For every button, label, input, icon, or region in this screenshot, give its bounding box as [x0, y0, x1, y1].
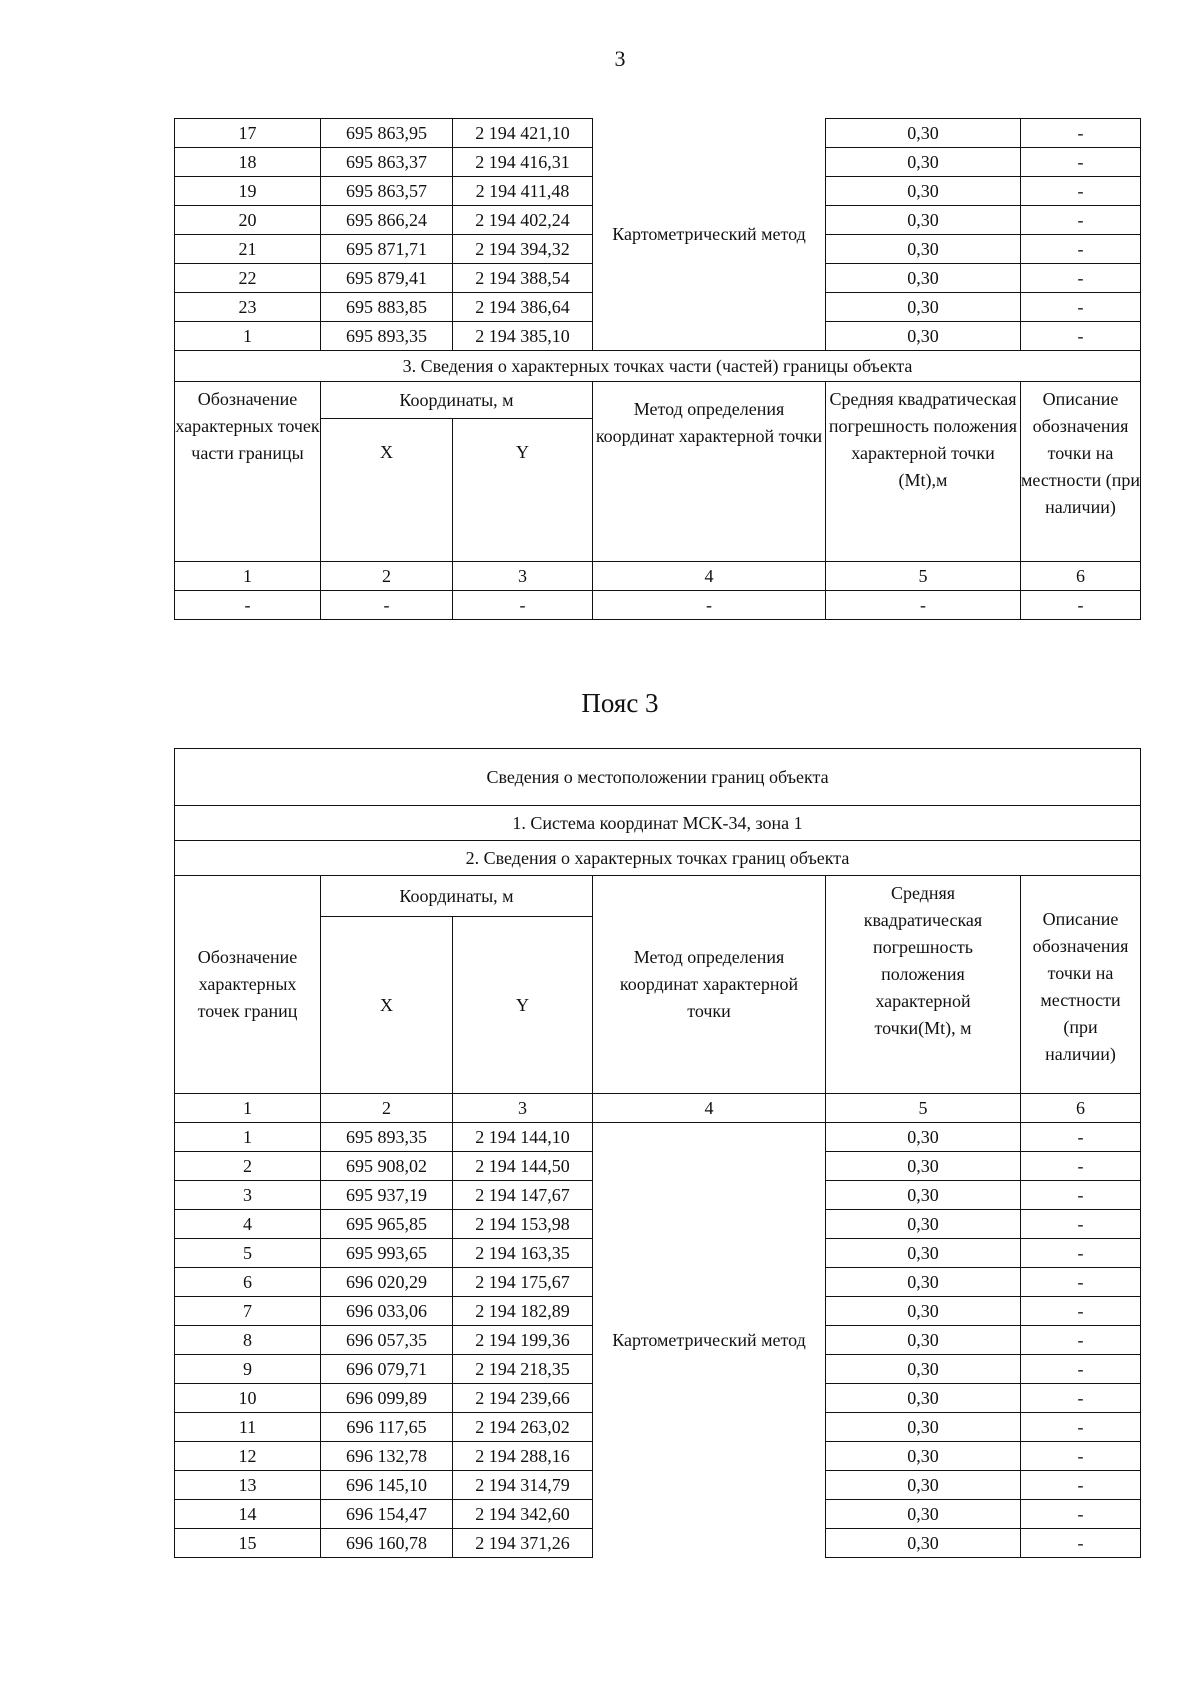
accuracy-mt: 0,30	[826, 1210, 1021, 1239]
coord-x: 696 160,78	[321, 1529, 453, 1558]
header-mt: Средняя квадратическая погрешность положения характерной точки (Mt),м	[826, 382, 1021, 562]
point-description: -	[1021, 1210, 1141, 1239]
accuracy-mt: 0,30	[826, 235, 1021, 264]
point-number: 4	[175, 1210, 321, 1239]
coordinate-system: 1. Система координат МСК-34, зона 1	[175, 806, 1141, 841]
point-description: -	[1021, 1268, 1141, 1297]
coord-y: 2 194 175,67	[453, 1268, 593, 1297]
point-description: -	[1021, 148, 1141, 177]
point-number: 17	[175, 119, 321, 148]
coord-x: 695 908,02	[321, 1152, 453, 1181]
coord-x: 695 883,85	[321, 293, 453, 322]
point-number: 10	[175, 1384, 321, 1413]
point-number: 13	[175, 1471, 321, 1500]
column-number: 3	[453, 562, 593, 591]
column-numbers-row	[175, 1094, 1141, 1123]
header-description: Описание обозначения точки на местности (при наличии)	[1021, 382, 1141, 562]
point-number: 6	[175, 1268, 321, 1297]
point-number: 20	[175, 206, 321, 235]
coord-y: 2 194 147,67	[453, 1181, 593, 1210]
point-number: 11	[175, 1413, 321, 1442]
header-y: Y	[453, 419, 593, 562]
accuracy-mt: 0,30	[826, 119, 1021, 148]
coord-y: 2 194 144,10	[453, 1123, 593, 1152]
coord-x: 696 057,35	[321, 1326, 453, 1355]
coord-x: 696 117,65	[321, 1413, 453, 1442]
column-number: 2	[321, 562, 453, 591]
column-number: 4	[593, 1094, 826, 1123]
header-designation: Обозначение характерных точек части границы	[175, 382, 321, 562]
point-description: -	[1021, 1355, 1141, 1384]
header-row	[175, 382, 1141, 419]
point-description: -	[1021, 1471, 1141, 1500]
header-coords: Координаты, м	[321, 876, 593, 917]
empty-cell: -	[593, 591, 826, 620]
column-number: 4	[593, 562, 826, 591]
empty-cell: -	[453, 591, 593, 620]
column-number: 5	[826, 1094, 1021, 1123]
accuracy-mt: 0,30	[826, 1239, 1021, 1268]
accuracy-mt: 0,30	[826, 1123, 1021, 1152]
header-row	[175, 876, 1141, 917]
coord-x: 696 154,47	[321, 1500, 453, 1529]
empty-cell: -	[175, 591, 321, 620]
accuracy-mt: 0,30	[826, 264, 1021, 293]
method-cell: Картометрический метод	[612, 1329, 806, 1350]
point-description: -	[1021, 1500, 1141, 1529]
coord-y: 2 194 153,98	[453, 1210, 593, 1239]
coord-y: 2 194 421,10	[453, 119, 593, 148]
page-number: 3	[614, 46, 626, 71]
accuracy-mt: 0,30	[826, 148, 1021, 177]
point-description: -	[1021, 177, 1141, 206]
header-method: Метод определения координат характерной точки	[593, 382, 826, 562]
point-description: -	[1021, 206, 1141, 235]
point-description: -	[1021, 1326, 1141, 1355]
coord-x: 695 863,95	[321, 119, 453, 148]
column-numbers-row	[175, 562, 1141, 591]
point-number: 18	[175, 148, 321, 177]
accuracy-mt: 0,30	[826, 293, 1021, 322]
coord-y: 2 194 182,89	[453, 1297, 593, 1326]
point-description: -	[1021, 264, 1141, 293]
point-number: 22	[175, 264, 321, 293]
coord-y: 2 194 416,31	[453, 148, 593, 177]
column-number: 6	[1021, 1094, 1141, 1123]
point-description: -	[1021, 1413, 1141, 1442]
coord-y: 2 194 411,48	[453, 177, 593, 206]
point-number: 15	[175, 1529, 321, 1558]
point-description: -	[1021, 1442, 1141, 1471]
point-number: 1	[175, 1123, 321, 1152]
point-number: 8	[175, 1326, 321, 1355]
point-description: -	[1021, 1529, 1141, 1558]
coord-x: 696 099,89	[321, 1384, 453, 1413]
accuracy-mt: 0,30	[826, 1471, 1021, 1500]
header-x: X	[321, 419, 453, 562]
header-description: Описание обозначения точки на местности (при наличии)	[1021, 876, 1141, 1094]
empty-cell: -	[321, 591, 453, 620]
column-number: 5	[826, 562, 1021, 591]
header-designation: Обозначение характерных точек границ	[175, 876, 321, 1094]
coord-x: 695 893,35	[321, 322, 453, 351]
coord-y: 2 194 314,79	[453, 1471, 593, 1500]
accuracy-mt: 0,30	[826, 1297, 1021, 1326]
method-cell: Картометрический метод	[612, 223, 806, 244]
coord-x: 696 132,78	[321, 1442, 453, 1471]
point-number: 12	[175, 1442, 321, 1471]
coord-y: 2 194 386,64	[453, 293, 593, 322]
point-description: -	[1021, 1384, 1141, 1413]
coord-y: 2 194 199,36	[453, 1326, 593, 1355]
column-number: 3	[453, 1094, 593, 1123]
coord-y: 2 194 144,50	[453, 1152, 593, 1181]
accuracy-mt: 0,30	[826, 1152, 1021, 1181]
table-row	[175, 119, 1141, 148]
header-x: X	[321, 917, 453, 1094]
zone3-boundary-table	[174, 748, 1141, 1558]
header-coords: Координаты, м	[321, 382, 593, 419]
point-number: 9	[175, 1355, 321, 1384]
point-number: 1	[175, 322, 321, 351]
accuracy-mt: 0,30	[826, 322, 1021, 351]
accuracy-mt: 0,30	[826, 1529, 1021, 1558]
coord-x: 695 863,57	[321, 177, 453, 206]
part-title: 3. Сведения о характерных точках части (частей) границы объекта	[175, 351, 1141, 382]
accuracy-mt: 0,30	[826, 206, 1021, 235]
zone-title: Пояс 3	[581, 688, 659, 718]
coord-x: 695 893,35	[321, 1123, 453, 1152]
coord-x: 696 020,29	[321, 1268, 453, 1297]
point-number: 23	[175, 293, 321, 322]
point-number: 2	[175, 1152, 321, 1181]
coord-x: 696 079,71	[321, 1355, 453, 1384]
accuracy-mt: 0,30	[826, 1442, 1021, 1471]
point-description: -	[1021, 1297, 1141, 1326]
accuracy-mt: 0,30	[826, 1500, 1021, 1529]
header-y: Y	[453, 917, 593, 1094]
column-number: 2	[321, 1094, 453, 1123]
point-description: -	[1021, 322, 1141, 351]
point-description: -	[1021, 293, 1141, 322]
table-title: Сведения о местоположении границ объекта	[175, 749, 1141, 806]
header-method: Метод определения координат характерной точки	[593, 876, 826, 1094]
points-title-row	[175, 841, 1141, 876]
accuracy-mt: 0,30	[826, 1355, 1021, 1384]
accuracy-mt: 0,30	[826, 1181, 1021, 1210]
empty-cell: -	[1021, 591, 1141, 620]
accuracy-mt: 0,30	[826, 1326, 1021, 1355]
coord-y: 2 194 163,35	[453, 1239, 593, 1268]
accuracy-mt: 0,30	[826, 1384, 1021, 1413]
coord-y: 2 194 371,26	[453, 1529, 593, 1558]
coord-y: 2 194 263,02	[453, 1413, 593, 1442]
coord-y: 2 194 239,66	[453, 1384, 593, 1413]
accuracy-mt: 0,30	[826, 1268, 1021, 1297]
coord-x: 695 879,41	[321, 264, 453, 293]
coord-y: 2 194 342,60	[453, 1500, 593, 1529]
point-number: 7	[175, 1297, 321, 1326]
point-description: -	[1021, 1239, 1141, 1268]
points-title: 2. Сведения о характерных точках границ объекта	[175, 841, 1141, 876]
table-row	[175, 1123, 1141, 1152]
coord-x: 695 863,37	[321, 148, 453, 177]
point-description: -	[1021, 1181, 1141, 1210]
point-number: 21	[175, 235, 321, 264]
header-mt: Средняя квадратическая погрешность положения характерной точки(Mt), м	[826, 876, 1021, 1094]
point-number: 19	[175, 177, 321, 206]
point-number: 14	[175, 1500, 321, 1529]
column-number: 1	[175, 1094, 321, 1123]
coord-y: 2 194 385,10	[453, 322, 593, 351]
coord-x: 695 871,71	[321, 235, 453, 264]
point-description: -	[1021, 1152, 1141, 1181]
coord-x: 696 033,06	[321, 1297, 453, 1326]
coord-x: 695 866,24	[321, 206, 453, 235]
column-number: 1	[175, 562, 321, 591]
table-row	[175, 591, 1141, 620]
part-title-row	[175, 351, 1141, 382]
coord-y: 2 194 218,35	[453, 1355, 593, 1384]
coord-x: 696 145,10	[321, 1471, 453, 1500]
coord-x: 695 937,19	[321, 1181, 453, 1210]
coord-x: 695 993,65	[321, 1239, 453, 1268]
coordinate-system-row	[175, 806, 1141, 841]
table-title-row	[175, 749, 1141, 806]
point-number: 5	[175, 1239, 321, 1268]
accuracy-mt: 0,30	[826, 1413, 1021, 1442]
coord-y: 2 194 402,24	[453, 206, 593, 235]
coord-y: 2 194 288,16	[453, 1442, 593, 1471]
column-number: 6	[1021, 562, 1141, 591]
point-number: 3	[175, 1181, 321, 1210]
point-description: -	[1021, 119, 1141, 148]
boundary-points-table-continued	[174, 118, 1141, 620]
coord-y: 2 194 388,54	[453, 264, 593, 293]
coord-y: 2 194 394,32	[453, 235, 593, 264]
empty-cell: -	[826, 591, 1021, 620]
accuracy-mt: 0,30	[826, 177, 1021, 206]
point-description: -	[1021, 235, 1141, 264]
coord-x: 695 965,85	[321, 1210, 453, 1239]
point-description: -	[1021, 1123, 1141, 1152]
